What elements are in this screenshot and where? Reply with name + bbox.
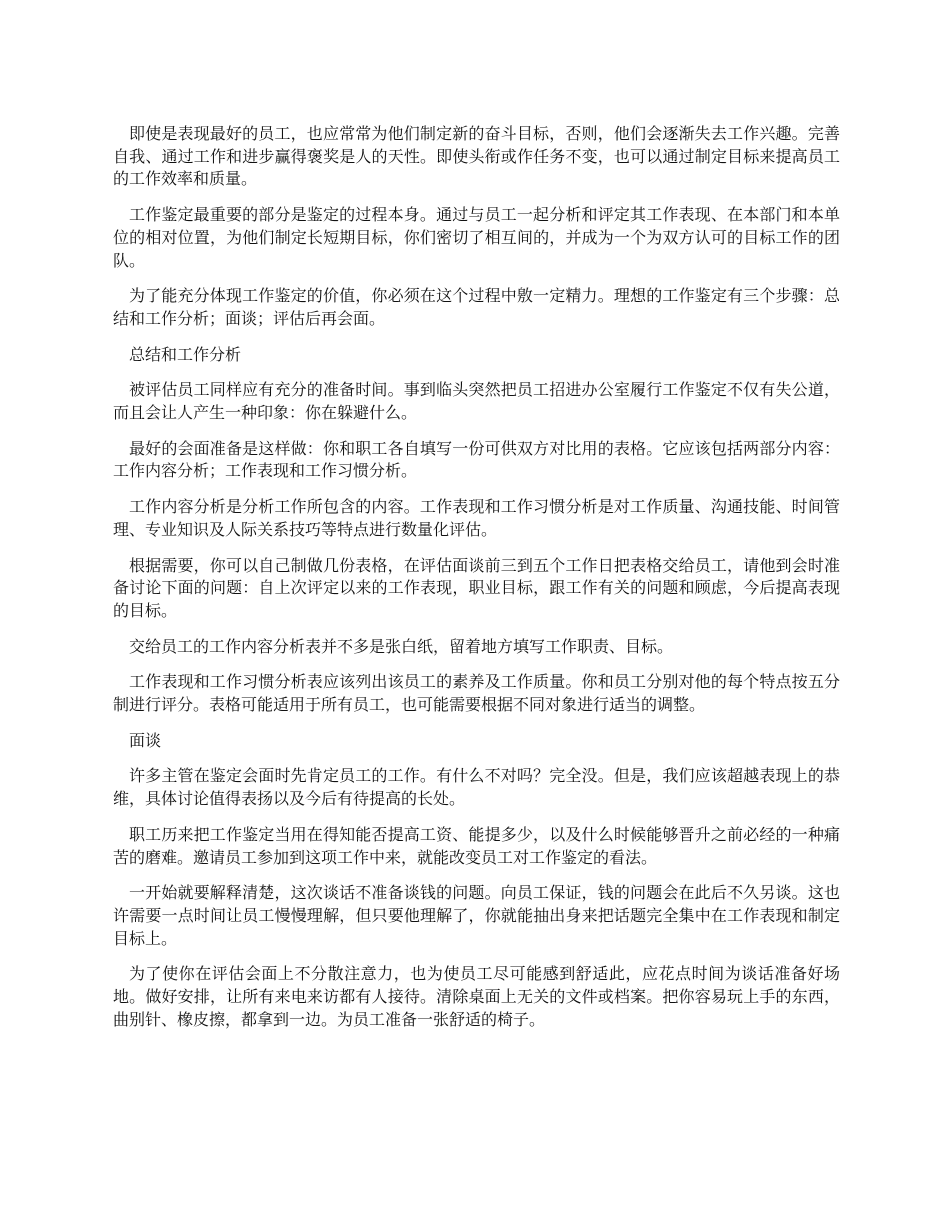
document-body: [113, 123, 840, 1045]
section-heading: 面谈: [129, 730, 162, 750]
paragraph: 工作表现和工作习惯分析表应该列出该员工的素养及工作质量。你和员工分别对他的每个特点按五分制进行评分。表格可能适用于所有员工，也可能需要根据不同对象进行适当的调整。: [113, 672, 840, 715]
paragraph: 为了能充分体现工作鉴定的价值，你必须在这个过程中敫一定精力。理想的工作鉴定有三个步骤：总结和工作分析；面谈；评估后再会面。: [113, 286, 840, 328]
paragraph: 工作内容分析是分析工作所包含的内容。工作表现和工作习惯分析是对工作质量、沟通技能、时间管理、专业知识及人际关系技巧等特点进行数量化评估。: [113, 497, 840, 539]
paragraph: 工作鉴定最重要的部分是鉴定的过程本身。通过与员工一起分析和评定其工作表现、在本部门和本单位的相对位置，为他们制定长短期目标，你们密切了相互间的，并成为一个为双方认可的目标工作的团队。: [113, 205, 840, 270]
paragraph: 根据需要，你可以自己制做几份表格，在评估面谈前三到五个工作日把表格交给员工，请他到会时准备讨论下面的问题：自上次评定以来的工作表现，职业目标，跟工作有关的问题和顾虑，今后提高表现的目标。: [113, 555, 840, 620]
paragraph: 一开始就要解释清楚，这次谈话不准备谈钱的问题。向员工保证，钱的问题会在此后不久另谈。这也许需要一点时间让员工慢慢理解，但只要他理解了，你就能抽出身来把话题完全集中在工作表现和制定目标上。: [113, 883, 840, 948]
paragraph: 最好的会面准备是这样做：你和职工各自填写一份可供双方对比用的表格。它应该包括两部分内容：工作内容分析；工作表现和工作习惯分析。: [113, 438, 840, 481]
paragraph: 即使是表现最好的员工，也应常常为他们制定新的奋斗目标，否则，他们会逐渐失去工作兴趣。完善自我、通过工作和进步赢得褒奖是人的天性。即使头衔或作任务不变，也可以通过制定目标来提高员工的工作效率和质量。: [113, 124, 840, 189]
paragraph: 被评估员工同样应有充分的准备时间。事到临头突然把员工招进办公室履行工作鉴定不仅有失公道，而且会让人产生一种印象：你在躲避什么。: [113, 380, 840, 423]
paragraph: 职工历来把工作鉴定当用在得知能否提高工资、能提多少，以及什么时候能够晋升之前必经的一种痛苦的磨难。邀请员工参加到这项工作中来，就能改变员工对工作鉴定的看法。: [113, 824, 840, 867]
paragraph: 为了使你在评估会面上不分散注意力，也为使员工尽可能感到舒适此，应花点时间为谈话准备好场地。做好安排，让所有来电来访都有人接待。清除桌面上无关的文件或档案。把你容易玩上手的东西，曲别针、橡皮擦，都拿到一边。为员工准备一张舒适的椅子。: [113, 964, 840, 1029]
paragraph: 交给员工的工作内容分析表并不多是张白纸，留着地方填写工作职责、目标。: [129, 636, 674, 656]
paragraph: 许多主管在鉴定会面时先肯定员工的工作。有什么不对吗？完全没。但是，我们应该超越表现上的恭维，具体讨论值得表扬以及今后有待提高的长处。: [113, 766, 840, 809]
section-heading: 总结和工作分析: [129, 344, 242, 364]
